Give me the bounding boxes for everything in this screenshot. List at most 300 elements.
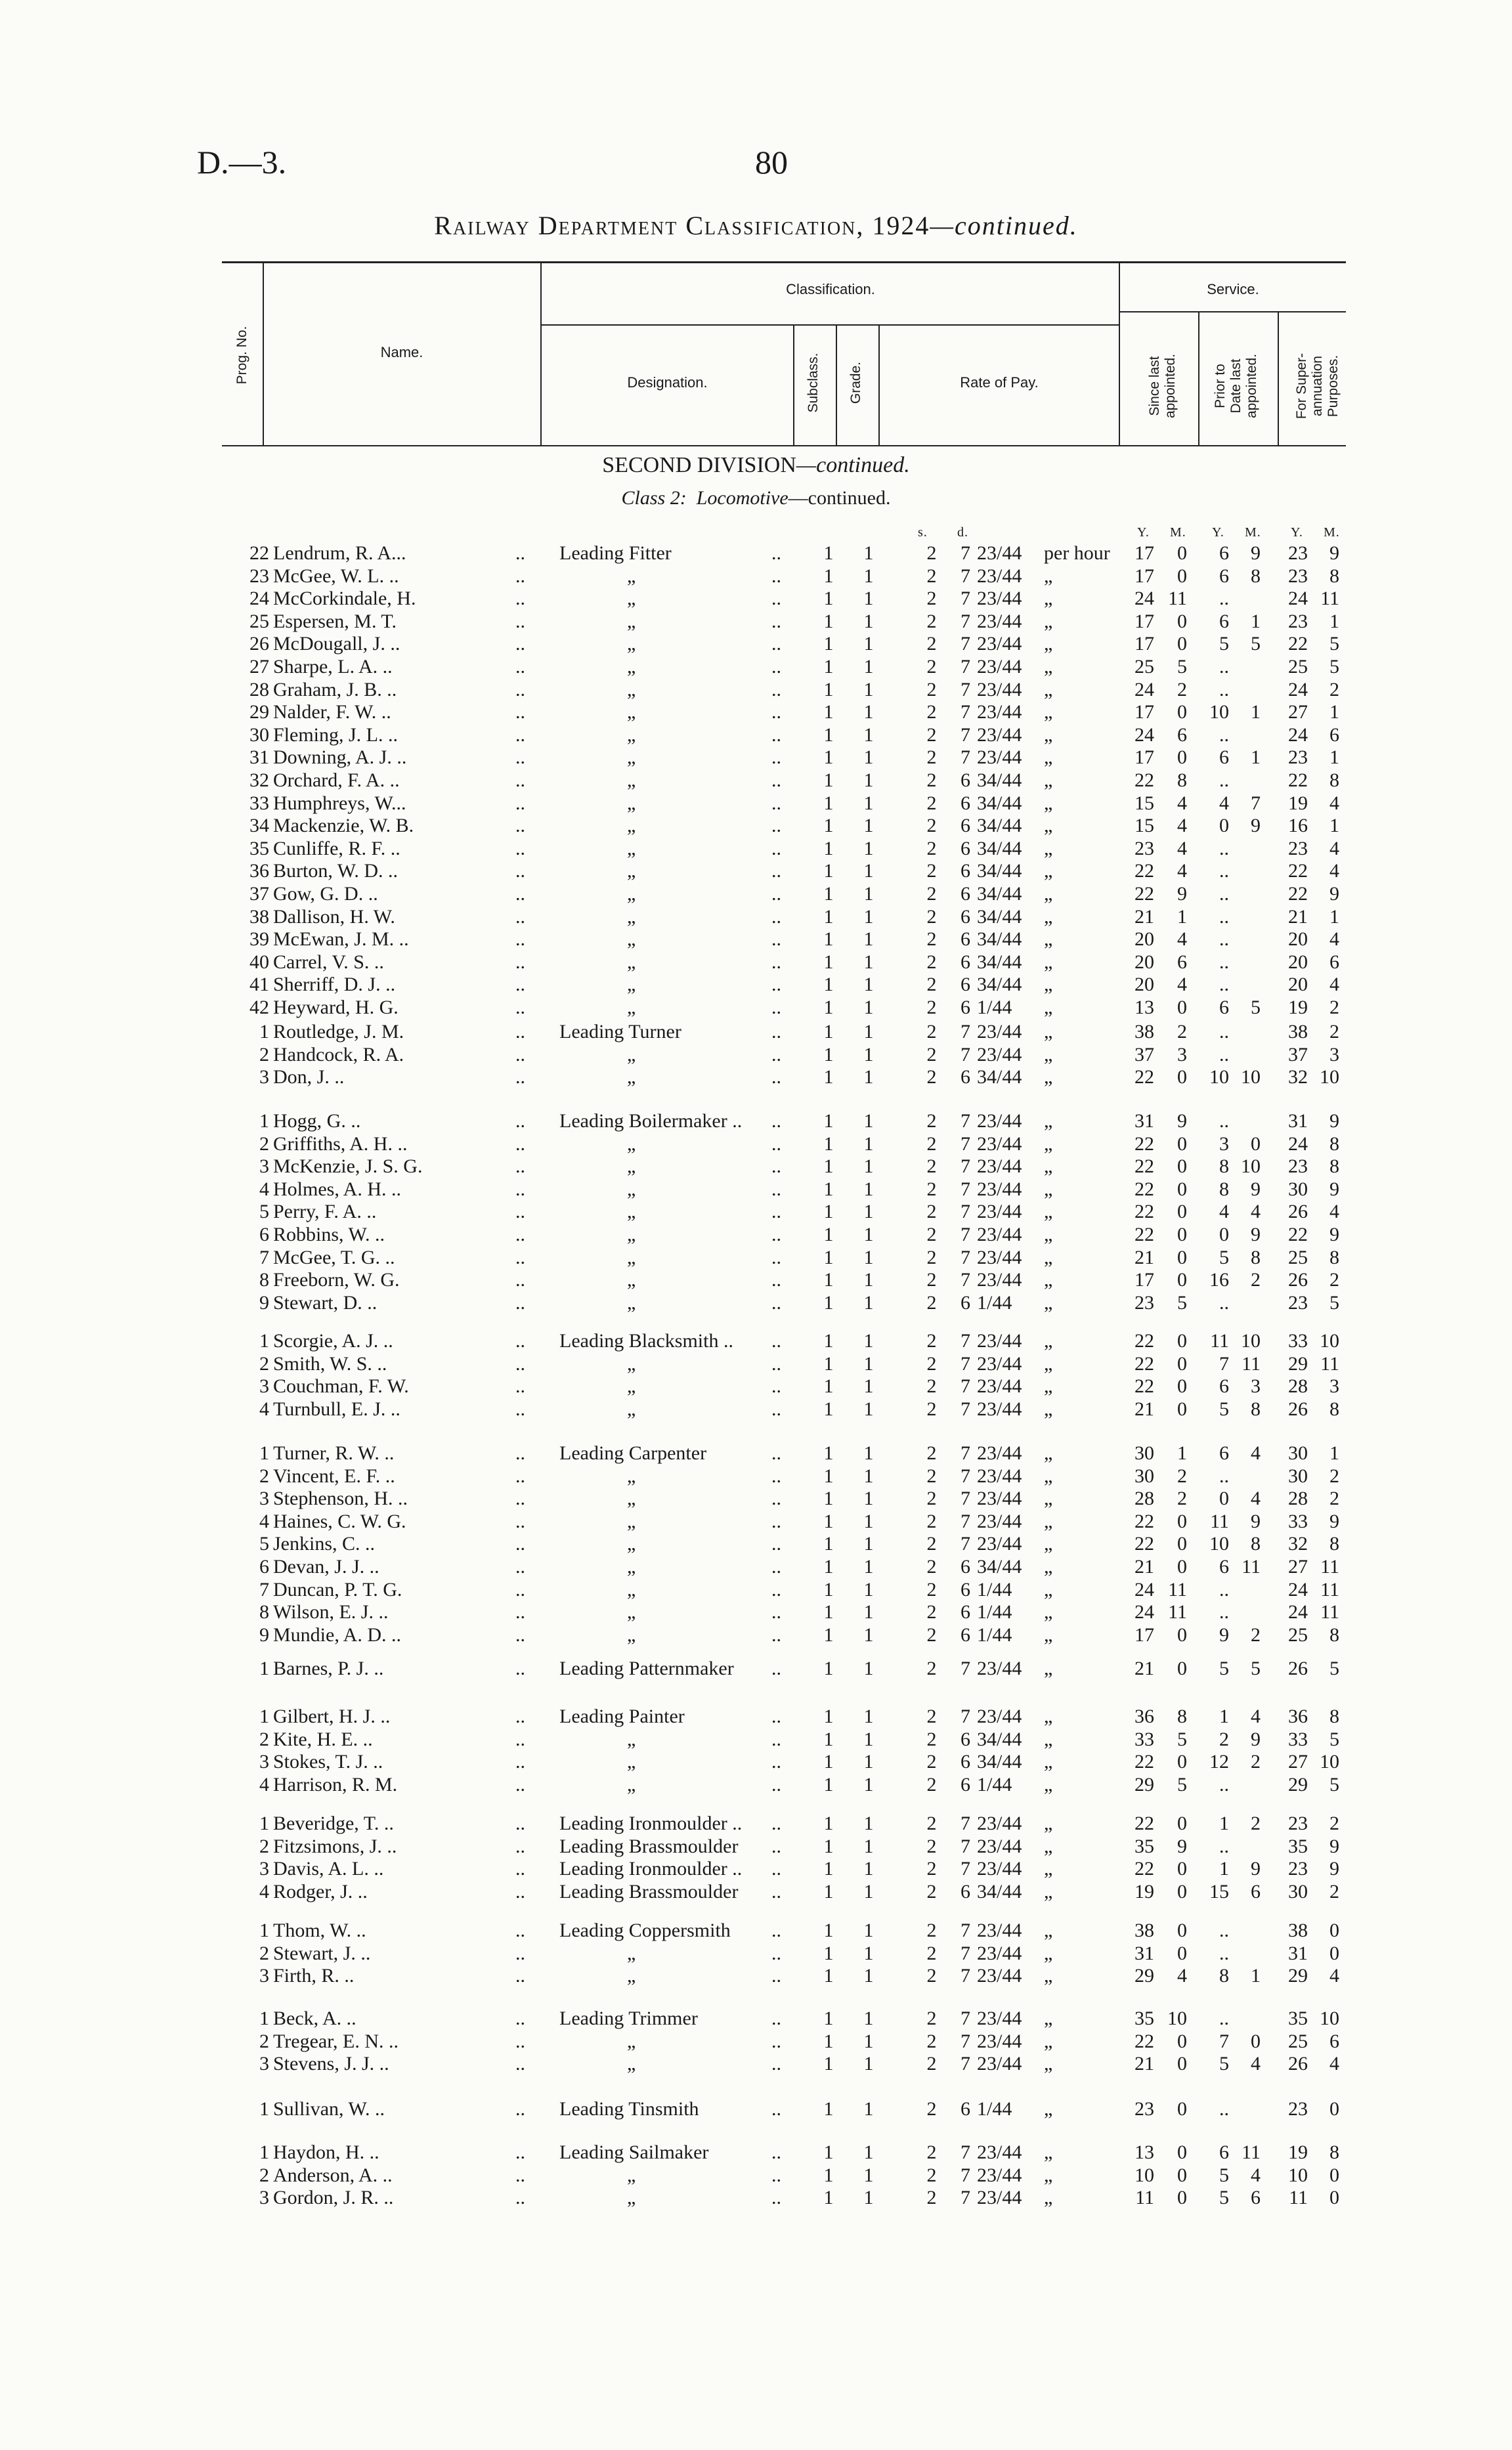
name-cell: Freeborn, W. G. — [273, 1269, 400, 1291]
leader-dots: .. — [771, 1330, 781, 1352]
m1-cell: 0 — [1177, 701, 1187, 723]
title-suffix: —continued. — [930, 211, 1078, 240]
leader-dots: .. — [771, 1201, 781, 1223]
d-cell: 6 — [961, 883, 970, 905]
y3-cell: 24 — [1288, 1601, 1308, 1623]
table-row — [0, 1881, 1512, 1903]
s-cell: 2 — [926, 2030, 937, 2052]
sub-cell: 1 — [823, 1510, 834, 1532]
table-row — [0, 611, 1512, 633]
table-row — [0, 1375, 1512, 1398]
y2-cell: 8 — [1219, 1178, 1229, 1200]
s-cell: 2 — [926, 1835, 937, 1857]
sub-cell: 1 — [823, 1132, 834, 1155]
sub-cell: 1 — [823, 1269, 834, 1291]
y2-cell: .. — [1219, 837, 1229, 859]
sub-cell: 1 — [823, 2141, 834, 2163]
frac-cell: 23/44 — [977, 1246, 1022, 1268]
table-row — [0, 1133, 1512, 1155]
table-row — [0, 2053, 1512, 2075]
frac-cell: 23/44 — [977, 2141, 1022, 2163]
d-cell: 6 — [961, 815, 970, 837]
leader-dots: .. — [515, 2030, 525, 2052]
prog-cell: 24 — [249, 588, 269, 610]
m1-cell: 0 — [1177, 2164, 1187, 2186]
s-cell: 2 — [926, 769, 937, 791]
y2-cell: .. — [1219, 1291, 1229, 1314]
prog-cell: 26 — [249, 633, 269, 655]
leader-dots: .. — [515, 2164, 525, 2186]
per-cell: „ — [1044, 1813, 1053, 1834]
y1-cell: 17 — [1134, 1623, 1154, 1646]
m1-cell: 2 — [1177, 678, 1187, 700]
s-cell: 2 — [926, 1751, 937, 1773]
prog-cell: 4 — [259, 1880, 269, 1902]
leader-dots: .. — [771, 2141, 781, 2163]
table-row — [0, 1774, 1512, 1796]
frac-cell: 34/44 — [977, 1066, 1022, 1088]
m3-cell: 4 — [1329, 928, 1339, 951]
name-cell: Don, J. .. — [273, 1066, 345, 1088]
sub-cell: 1 — [823, 2008, 834, 2029]
frac-cell: 23/44 — [977, 1224, 1022, 1245]
m3-cell: 0 — [1329, 2187, 1339, 2209]
per-cell: „ — [1044, 1728, 1053, 1750]
y2-cell: 5 — [1219, 2164, 1229, 2186]
designation-cell: „ — [627, 883, 636, 905]
m1-cell: 0 — [1177, 1623, 1187, 1646]
y1-cell: 20 — [1134, 928, 1154, 951]
s-cell: 2 — [926, 1880, 937, 1902]
m2-cell: 9 — [1251, 1224, 1261, 1245]
leader-dots: .. — [515, 837, 525, 859]
m1-cell: 11 — [1168, 588, 1187, 610]
name-cell: Jenkins, C. .. — [273, 1533, 376, 1555]
designation-cell: Leading Ironmoulder .. — [559, 1813, 743, 1834]
frac-cell: 23/44 — [977, 1375, 1022, 1398]
per-cell: „ — [1044, 2030, 1053, 2052]
prog-cell: 1 — [259, 2098, 269, 2120]
grade-cell: 1 — [863, 1533, 874, 1555]
table-row — [0, 1155, 1512, 1178]
d-cell: 7 — [961, 1224, 970, 1245]
s-cell: 2 — [926, 792, 937, 814]
frac-cell: 23/44 — [977, 746, 1022, 769]
y1-cell: 17 — [1134, 633, 1154, 655]
leader-dots: .. — [515, 1533, 525, 1555]
per-cell: „ — [1044, 1066, 1053, 1088]
prog-cell: 3 — [259, 1066, 269, 1088]
name-cell: Espersen, M. T. — [273, 610, 397, 632]
y2-cell: 11 — [1210, 1330, 1229, 1352]
m2-cell: 1 — [1251, 610, 1261, 632]
name-cell: Robbins, W. .. — [273, 1224, 385, 1245]
d-cell: 7 — [961, 701, 970, 723]
leader-dots: .. — [515, 1269, 525, 1291]
grade-cell: 1 — [863, 1178, 874, 1200]
m3-cell: 1 — [1329, 701, 1339, 723]
leader-dots: .. — [771, 1066, 781, 1088]
leader-dots: .. — [771, 2098, 781, 2120]
grade-cell: 1 — [863, 588, 874, 610]
per-cell: „ — [1044, 1751, 1053, 1773]
table-row — [0, 2164, 1512, 2187]
s-cell: 2 — [926, 656, 937, 677]
m2-cell: 0 — [1251, 2030, 1261, 2052]
frac-cell: 23/44 — [977, 2030, 1022, 2052]
y1-cell: 13 — [1134, 2141, 1154, 2163]
y1-cell: 24 — [1134, 1578, 1154, 1601]
designation-cell: „ — [627, 1291, 636, 1314]
d-cell: 7 — [961, 2030, 970, 2052]
y2-cell: .. — [1219, 1110, 1229, 1132]
per-cell: „ — [1044, 1533, 1053, 1555]
m3-cell: 0 — [1329, 1942, 1339, 1964]
table-row — [0, 1269, 1512, 1291]
y2-cell: 7 — [1219, 2030, 1229, 2052]
s-cell: 2 — [926, 1533, 937, 1555]
name-cell: Holmes, A. H. .. — [273, 1178, 401, 1200]
m1-cell: 0 — [1177, 2053, 1187, 2075]
table-row — [0, 883, 1512, 905]
per-cell: „ — [1044, 746, 1053, 769]
d-cell: 7 — [961, 1813, 970, 1834]
designation-cell: Leading Painter — [559, 1706, 685, 1727]
y2-cell: .. — [1219, 883, 1229, 905]
m2-cell: 11 — [1242, 1556, 1261, 1578]
m3-cell: 1 — [1329, 746, 1339, 769]
frac-cell: 34/44 — [977, 928, 1022, 951]
leader-dots: .. — [771, 1658, 781, 1679]
y3-cell: 23 — [1288, 1291, 1308, 1314]
leader-dots: .. — [515, 1556, 525, 1578]
s-cell: 2 — [926, 815, 937, 837]
prog-cell: 30 — [249, 723, 269, 746]
d-cell: 7 — [961, 1920, 970, 1941]
m1-cell: 1 — [1177, 905, 1187, 928]
division-title — [0, 453, 1512, 478]
s-cell: 2 — [926, 928, 937, 951]
col-prog-header: Prog. No. — [234, 326, 249, 385]
m3-cell: 11 — [1320, 1556, 1339, 1578]
sub-cell: 1 — [823, 1556, 834, 1578]
m3-cell: 10 — [1320, 1751, 1339, 1773]
m1-cell: 0 — [1177, 1066, 1187, 1088]
sub-cell: 1 — [823, 1066, 834, 1088]
m1-cell: 0 — [1177, 1155, 1187, 1178]
m3-cell: 9 — [1329, 542, 1339, 564]
y2-cell: .. — [1219, 1920, 1229, 1941]
unit-pence: d. — [957, 525, 968, 540]
prog-cell: 3 — [259, 1965, 269, 1987]
frac-cell: 1/44 — [977, 1623, 1012, 1646]
designation-cell: Leading Brassmoulder — [559, 1835, 739, 1857]
prog-cell: 4 — [259, 1773, 269, 1795]
grade-cell: 1 — [863, 1623, 874, 1646]
table-row — [0, 1465, 1512, 1488]
table-row — [0, 2008, 1512, 2030]
per-cell: „ — [1044, 951, 1053, 973]
y3-cell: 23 — [1288, 2098, 1308, 2120]
designation-cell: Leading Fitter — [559, 542, 672, 564]
s-cell: 2 — [926, 1623, 937, 1646]
grade-cell: 1 — [863, 1110, 874, 1132]
prog-cell: 34 — [249, 815, 269, 837]
d-cell: 7 — [961, 1330, 970, 1352]
m3-cell: 4 — [1329, 974, 1339, 996]
s-cell: 2 — [926, 1578, 937, 1601]
sub-cell: 1 — [823, 1465, 834, 1487]
y3-cell: 30 — [1288, 1178, 1308, 1200]
m3-cell: 8 — [1329, 1398, 1339, 1420]
leader-dots: .. — [515, 1398, 525, 1420]
name-cell: Hogg, G. .. — [273, 1110, 361, 1132]
m1-cell: 0 — [1177, 1751, 1187, 1773]
table-row — [0, 588, 1512, 610]
m2-cell: 10 — [1241, 1066, 1261, 1088]
name-cell: Sharpe, L. A. .. — [273, 656, 393, 677]
m1-cell: 0 — [1177, 633, 1187, 655]
grade-cell: 1 — [863, 610, 874, 632]
designation-cell: „ — [627, 1728, 636, 1750]
y3-cell: 24 — [1288, 723, 1308, 746]
name-cell: McGee, T. G. .. — [273, 1246, 395, 1268]
leader-dots: .. — [771, 1488, 781, 1510]
y1-cell: 22 — [1134, 1751, 1154, 1773]
per-cell: „ — [1044, 1601, 1053, 1623]
m2-cell: 5 — [1251, 1658, 1261, 1679]
frac-cell: 23/44 — [977, 1706, 1022, 1727]
name-cell: Turnbull, E. J. .. — [273, 1398, 400, 1420]
prog-cell: 2 — [259, 1132, 269, 1155]
y2-cell: 0 — [1219, 815, 1229, 837]
y3-cell: 30 — [1288, 1880, 1308, 1902]
y3-cell: 35 — [1288, 1835, 1308, 1857]
y3-cell: 25 — [1288, 656, 1308, 677]
leader-dots: .. — [515, 1965, 525, 1987]
sub-cell: 1 — [823, 701, 834, 723]
s-cell: 2 — [926, 1442, 937, 1464]
table-row — [0, 1706, 1512, 1728]
prog-cell: 8 — [259, 1269, 269, 1291]
y2-cell: .. — [1219, 588, 1229, 610]
d-cell: 7 — [961, 588, 970, 610]
name-cell: McGee, W. L. .. — [273, 565, 399, 587]
designation-cell: „ — [627, 1155, 636, 1178]
prog-cell: 22 — [249, 542, 269, 564]
sub-cell: 1 — [823, 1330, 834, 1352]
sub-cell: 1 — [823, 1375, 834, 1398]
name-cell: Rodger, J. .. — [273, 1880, 368, 1902]
grade-cell: 1 — [863, 1465, 874, 1487]
leader-dots: .. — [515, 860, 525, 882]
per-cell: „ — [1044, 1706, 1053, 1727]
prog-cell: 37 — [249, 883, 269, 905]
per-cell: „ — [1044, 1375, 1053, 1398]
s-cell: 2 — [926, 2098, 937, 2120]
s-cell: 2 — [926, 723, 937, 746]
table-row — [0, 633, 1512, 655]
leader-dots: .. — [771, 1110, 781, 1132]
class-title — [0, 487, 1512, 509]
m2-cell: 9 — [1251, 1510, 1261, 1532]
leader-dots: .. — [515, 610, 525, 632]
s-cell: 2 — [926, 746, 937, 769]
leader-dots: .. — [515, 2008, 525, 2029]
d-cell: 7 — [961, 1132, 970, 1155]
table-row — [0, 1292, 1512, 1314]
service-rule — [1120, 311, 1346, 312]
sub-cell: 1 — [823, 769, 834, 791]
y1-cell: 22 — [1134, 2030, 1154, 2052]
y2-cell: 4 — [1219, 792, 1229, 814]
y2-cell: 11 — [1210, 1510, 1229, 1532]
sub-cell: 1 — [823, 883, 834, 905]
grade-cell: 1 — [863, 928, 874, 951]
per-cell: „ — [1044, 1269, 1053, 1291]
m3-cell: 11 — [1320, 1352, 1339, 1375]
frac-cell: 23/44 — [977, 1178, 1022, 1200]
s-cell: 2 — [926, 1066, 937, 1088]
s-cell: 2 — [926, 1291, 937, 1314]
name-cell: Carrel, V. S. .. — [273, 951, 384, 973]
prog-cell: 42 — [249, 997, 269, 1018]
table-row — [0, 2031, 1512, 2053]
name-cell: Scorgie, A. J. .. — [273, 1330, 393, 1352]
m1-cell: 0 — [1177, 1224, 1187, 1245]
y3-cell: 20 — [1288, 974, 1308, 996]
name-cell: Haydon, H. .. — [273, 2141, 379, 2163]
m1-cell: 11 — [1168, 1578, 1187, 1601]
grade-cell: 1 — [863, 2164, 874, 2186]
per-cell: „ — [1044, 1155, 1053, 1178]
y3-cell: 22 — [1288, 633, 1308, 655]
y3-cell: 23 — [1288, 1155, 1308, 1178]
m3-cell: 10 — [1320, 2008, 1339, 2029]
m3-cell: 9 — [1329, 1510, 1339, 1532]
s-cell: 2 — [926, 1155, 937, 1178]
frac-cell: 23/44 — [977, 588, 1022, 610]
y2-cell: 6 — [1219, 565, 1229, 587]
frac-cell: 23/44 — [977, 1155, 1022, 1178]
per-cell: „ — [1044, 701, 1053, 723]
name-cell: Stokes, T. J. .. — [273, 1751, 383, 1773]
leader-dots: .. — [515, 701, 525, 723]
leader-dots: .. — [515, 1224, 525, 1245]
designation-cell: „ — [627, 792, 636, 814]
grade-cell: 1 — [863, 792, 874, 814]
prog-cell: 6 — [259, 1556, 269, 1578]
division-suffix: —continued. — [796, 453, 910, 477]
m3-cell: 2 — [1329, 1269, 1339, 1291]
leader-dots: .. — [515, 1132, 525, 1155]
per-cell: „ — [1044, 1942, 1053, 1964]
per-cell: „ — [1044, 792, 1053, 814]
per-cell: „ — [1044, 1201, 1053, 1223]
designation-cell: „ — [627, 1132, 636, 1155]
leader-dots: .. — [515, 1706, 525, 1727]
leader-dots: .. — [515, 2187, 525, 2209]
sub-cell: 1 — [823, 837, 834, 859]
y2-cell: 16 — [1209, 1269, 1229, 1291]
m2-cell: 9 — [1251, 542, 1261, 564]
designation-cell: „ — [627, 769, 636, 791]
d-cell: 6 — [961, 951, 970, 973]
table-row — [0, 565, 1512, 588]
prog-cell: 41 — [249, 974, 269, 996]
name-cell: Cunliffe, R. F. .. — [273, 837, 400, 859]
y2-cell: 3 — [1219, 1132, 1229, 1155]
name-cell: Dallison, H. W. — [273, 905, 395, 928]
y1-cell: 19 — [1134, 1880, 1154, 1902]
per-cell: „ — [1044, 1246, 1053, 1268]
y3-cell: 19 — [1288, 997, 1308, 1018]
table-row — [0, 815, 1512, 837]
frac-cell: 34/44 — [977, 951, 1022, 973]
m3-cell: 9 — [1329, 1858, 1339, 1880]
m1-cell: 0 — [1177, 2098, 1187, 2120]
per-cell: „ — [1044, 883, 1053, 905]
grade-cell: 1 — [863, 2053, 874, 2075]
col-designation-header: Designation. — [627, 374, 708, 391]
d-cell: 7 — [961, 1352, 970, 1375]
leader-dots: .. — [515, 542, 525, 564]
designation-cell: „ — [627, 1352, 636, 1375]
y1-cell: 21 — [1134, 1556, 1154, 1578]
y1-cell: 22 — [1134, 1201, 1154, 1223]
sub-cell: 1 — [823, 1835, 834, 1857]
col-service-header: Service. — [1207, 281, 1259, 297]
leader-dots: .. — [771, 2187, 781, 2209]
d-cell: 6 — [961, 769, 970, 791]
leader-dots: .. — [515, 1021, 525, 1042]
prog-cell: 28 — [249, 678, 269, 700]
m3-cell: 6 — [1329, 723, 1339, 746]
m1-cell: 4 — [1177, 1965, 1187, 1987]
y2-cell: 7 — [1219, 1352, 1229, 1375]
table-row — [0, 1224, 1512, 1246]
classification-rule — [542, 324, 1119, 326]
prog-cell: 3 — [259, 1375, 269, 1398]
prog-cell: 1 — [259, 1813, 269, 1834]
m1-cell: 0 — [1177, 1920, 1187, 1941]
sub-cell: 1 — [823, 2098, 834, 2120]
y2-cell: 6 — [1219, 1442, 1229, 1464]
grade-cell: 1 — [863, 2098, 874, 2120]
y1-cell: 31 — [1134, 1110, 1154, 1132]
table-row — [0, 928, 1512, 951]
designation-cell: Leading Coppersmith — [559, 1920, 731, 1941]
leader-dots: .. — [515, 723, 525, 746]
table-row — [0, 1178, 1512, 1201]
table-row — [0, 724, 1512, 746]
leader-dots: .. — [515, 1375, 525, 1398]
d-cell: 7 — [961, 1155, 970, 1178]
name-cell: Orchard, F. A. .. — [273, 769, 400, 791]
d-cell: 7 — [961, 610, 970, 632]
per-cell: „ — [1044, 1556, 1053, 1578]
leader-dots: .. — [771, 2053, 781, 2075]
leader-dots: .. — [771, 678, 781, 700]
per-cell: „ — [1044, 2164, 1053, 2186]
per-cell: „ — [1044, 1398, 1053, 1420]
d-cell: 6 — [961, 1066, 970, 1088]
frac-cell: 34/44 — [977, 1880, 1022, 1902]
sub-cell: 1 — [823, 1965, 834, 1987]
designation-cell: „ — [627, 951, 636, 973]
s-cell: 2 — [926, 1706, 937, 1727]
frac-cell: 23/44 — [977, 1442, 1022, 1464]
